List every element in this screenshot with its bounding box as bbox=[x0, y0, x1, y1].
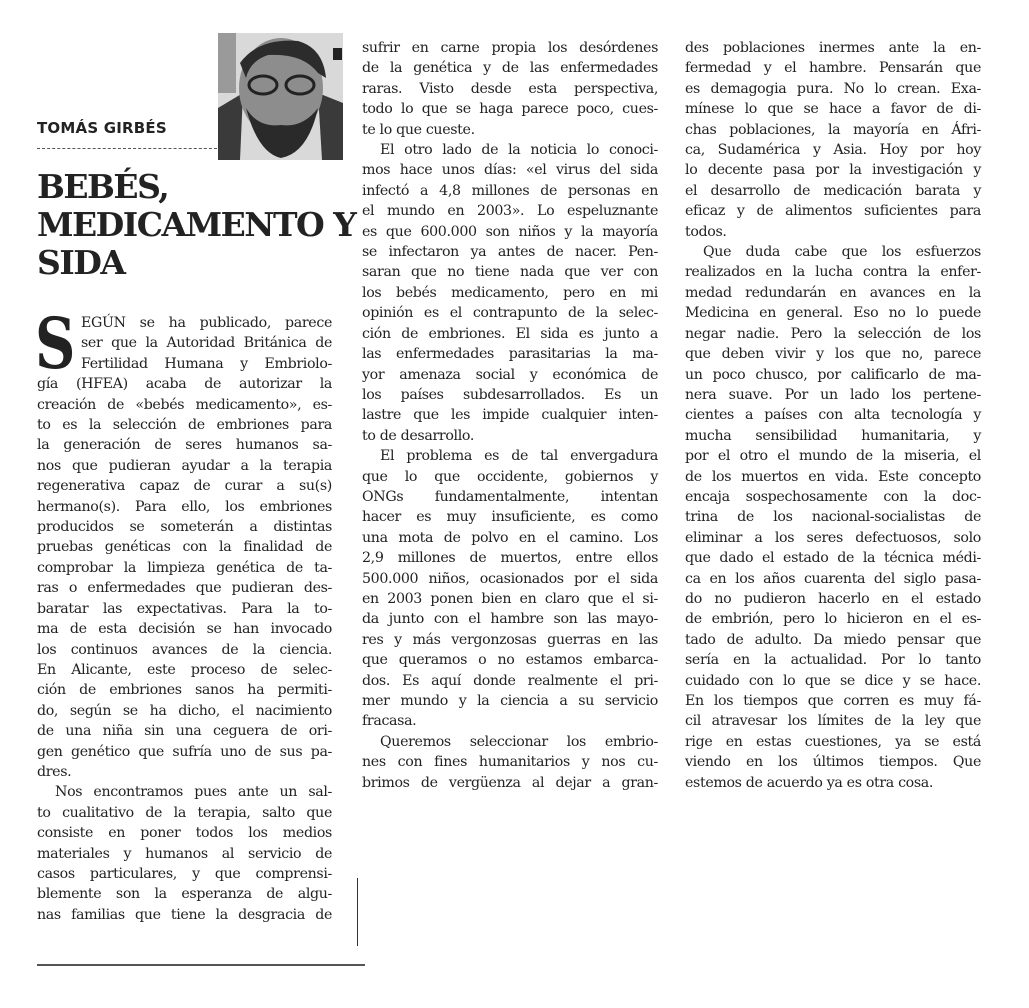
text-line: los continuos avances de la ciencia. bbox=[37, 641, 332, 658]
text-line: cil atravesar los límites de la ley que bbox=[685, 713, 981, 730]
text-line: Queremos seleccionar los embrio- bbox=[380, 733, 658, 750]
author-divider bbox=[37, 148, 217, 149]
text-line: mucha sensibilidad humanitaria, y bbox=[685, 427, 981, 444]
text-line: las enfermedades parasitarias la ma- bbox=[362, 346, 658, 363]
text-line: te lo que cueste. bbox=[362, 121, 475, 138]
text-line: gía (HFEA) acaba de autorizar la bbox=[37, 376, 332, 393]
text-line: raras. Visto desde esta perspectiva, bbox=[362, 80, 658, 97]
text-line: ONGs fundamentalmente, intentan bbox=[362, 488, 658, 505]
author-name: TOMÁS GIRBÉS bbox=[37, 119, 167, 137]
text-line: el mundo en 2003». Lo espeluznante bbox=[362, 203, 658, 220]
text-line: cuidado con lo que se dice y se hace. bbox=[685, 672, 981, 689]
text-line: nes con fines humanitarios y nos cu- bbox=[362, 754, 658, 771]
text-line: que deben vivir y los que no, parece bbox=[685, 346, 981, 363]
text-line: ción de embriones. El sida es junto a bbox=[362, 325, 658, 342]
text-line: se infectaron ya antes de nacer. Pen- bbox=[362, 244, 658, 261]
text-line: ca en los años cuarenta del siglo pasa- bbox=[685, 570, 981, 587]
headline-line: BEBÉS, bbox=[37, 167, 169, 206]
text-line: pruebas genéticas con la finalidad de bbox=[37, 539, 332, 556]
text-line: viendo en los últimos tiempos. Que bbox=[685, 754, 981, 771]
column-rule bbox=[357, 878, 358, 946]
text-line: materiales y humanos al servicio de bbox=[37, 845, 332, 862]
text-line: dres. bbox=[37, 763, 72, 780]
text-line: infectó a 4,8 millones de personas en bbox=[362, 182, 658, 199]
text-line: encaja sospechosamente con la doc- bbox=[685, 488, 981, 505]
text-line: do no pudieron hacerlo en el estado bbox=[685, 590, 981, 607]
headline bbox=[37, 168, 355, 282]
text-line: que lo que occidente, gobiernos y bbox=[362, 468, 658, 485]
text-line: res y más vergonzosas guerras en las bbox=[362, 631, 658, 648]
text-line: lastre que les impide cualquier inten- bbox=[362, 407, 658, 424]
text-line: Nos encontramos pues ante un sal- bbox=[55, 784, 332, 801]
text-line: creación de «bebés medicamento», es- bbox=[37, 396, 332, 413]
text-line: ras o enfermedades que pudieran des- bbox=[37, 580, 332, 597]
text-line: medad redundarán en avances en la bbox=[685, 284, 981, 301]
text-line: 2,9 millones de muertos, entre ellos bbox=[362, 550, 658, 567]
text-line: ma de esta decisión se han invocado bbox=[37, 621, 332, 638]
text-line: to cualitativo de la terapia, salto que bbox=[37, 804, 332, 821]
text-line: lo decente pasa por la investigación y bbox=[685, 162, 981, 179]
text-line: tado de adulto. Da miedo pensar que bbox=[685, 631, 981, 648]
text-line: saran que no tiene nada que ver con bbox=[362, 264, 658, 281]
text-line: blemente son la esperanza de algu- bbox=[37, 886, 332, 903]
bottom-rule bbox=[37, 964, 365, 966]
text-line: Fertilidad Humana y Embriolo- bbox=[81, 355, 332, 372]
headline-line: SIDA bbox=[37, 243, 125, 282]
text-line: to de desarrollo. bbox=[362, 427, 474, 444]
text-line: todos. bbox=[685, 223, 727, 240]
text-line: da junto con el hambre son las mayo- bbox=[362, 611, 658, 628]
text-line: que dado el estado de la técnica médi- bbox=[685, 550, 981, 567]
text-line: ca, Sudamérica y Asia. Hoy por hoy bbox=[685, 142, 981, 159]
text-line: baratar las expectativas. Para la to- bbox=[37, 600, 332, 617]
text-line: todo lo que se haga parece poco, cues- bbox=[362, 101, 658, 118]
text-line: de embrión, pero lo hicieron en el es- bbox=[685, 611, 981, 628]
text-line: sería en la actualidad. Por lo tanto bbox=[685, 652, 981, 669]
text-line: por el otro el mundo de la miseria, el bbox=[685, 448, 981, 465]
text-line: Que duda cabe que los esfuerzos bbox=[703, 244, 981, 261]
text-line: es que 600.000 son niños y la mayoría bbox=[362, 223, 658, 240]
text-line: consiste en poner todos los medios bbox=[37, 825, 332, 842]
text-line: nos que pudieran ayudar a la terapia bbox=[37, 457, 332, 474]
text-line: de una niña sin una ceguera de ori- bbox=[37, 723, 332, 740]
text-line: los bebés medicamento, pero en mi bbox=[362, 284, 658, 301]
text-line: El otro lado de la noticia lo conoci- bbox=[380, 142, 658, 159]
text-line: negar nadie. Pero la selección de los bbox=[685, 325, 981, 342]
text-line: cientes a países con alta tecnología y bbox=[685, 407, 981, 424]
text-line: 500.000 niños, ocasionados por el sida bbox=[362, 570, 658, 587]
text-line: eficaz y de alimentos suficientes para bbox=[685, 203, 981, 220]
text-line: realizados en la lucha contra la enfer- bbox=[685, 264, 981, 281]
text-line: ser que la Autoridad Británica de bbox=[81, 335, 332, 352]
text-line: producidos se someterán a distintas bbox=[37, 519, 332, 536]
text-line: casos particulares, y que comprensi- bbox=[37, 865, 332, 882]
author-portrait-photo bbox=[218, 33, 343, 160]
text-line: des poblaciones inermes ante la en- bbox=[685, 40, 981, 56]
drop-cap: S bbox=[35, 302, 76, 385]
text-line: la generación de seres humanos sa- bbox=[37, 437, 332, 454]
text-line: EGÚN se ha publicado, parece bbox=[81, 315, 332, 331]
text-line: de la genética y de las enfermedades bbox=[362, 60, 658, 77]
text-line: Medicina en general. Eso no lo puede bbox=[685, 305, 981, 322]
text-line: un poco chusco, por calificarlo de ma- bbox=[685, 366, 981, 383]
text-line: que queramos o no estamos embarca- bbox=[362, 652, 658, 669]
text-line: fermedad y el hambre. Pensarán que bbox=[685, 60, 981, 77]
text-line: trina de los nacional-socialistas de bbox=[685, 509, 981, 526]
text-line: to es la selección de embriones para bbox=[37, 417, 332, 434]
text-line: brimos de vergüenza al dejar a gran- bbox=[362, 774, 658, 791]
text-line: hermano(s). Para ello, los embriones bbox=[37, 498, 332, 515]
text-line: mínese lo que se hace a favor de di- bbox=[685, 101, 981, 118]
article-column-1 bbox=[35, 302, 332, 925]
text-line: regenerativa capaz de curar a su(s) bbox=[37, 478, 332, 495]
text-line: en 2003 ponen bien en claro que el si- bbox=[362, 590, 658, 607]
text-line: comprobar la limpieza genética de ta- bbox=[37, 559, 332, 576]
text-line: dos. Es aquí donde realmente el pri- bbox=[362, 672, 658, 689]
text-line: estemos de acuerdo ya es otra cosa. bbox=[685, 774, 934, 791]
text-line: hacer es muy insuficiente, es como bbox=[362, 509, 658, 526]
text-line: chas poblaciones, la mayoría en Áfri- bbox=[685, 121, 981, 138]
text-line: los países subdesarrollados. Es un bbox=[362, 386, 658, 403]
headline-line: MEDICAMENTO Y bbox=[37, 205, 356, 244]
text-line: El problema es de tal envergadura bbox=[380, 448, 658, 465]
text-line: En los tiempos que corren es muy fá- bbox=[685, 693, 981, 709]
text-line: mer mundo y la ciencia a su servicio bbox=[362, 693, 658, 709]
text-line: mos hace unos días: «el virus del sida bbox=[362, 162, 658, 179]
text-line: de los muertos en vida. Este concepto bbox=[685, 468, 981, 485]
text-line: En Alicante, este proceso de selec- bbox=[37, 661, 332, 678]
article-column-3 bbox=[685, 38, 981, 793]
text-line: ción de embriones sanos ha permiti- bbox=[37, 682, 332, 699]
text-line: fracasa. bbox=[362, 713, 417, 730]
text-line: una mota de polvo en el camino. Los bbox=[362, 529, 658, 546]
text-line: yor amenaza social y económica de bbox=[362, 366, 658, 383]
text-line: el desarrollo de medicación barata y bbox=[685, 182, 981, 199]
text-line: rige en estas cuestiones, ya se está bbox=[685, 733, 981, 750]
text-line: sufrir en carne propia los desórdenes bbox=[362, 40, 658, 56]
article-column-2 bbox=[362, 38, 658, 793]
text-line: gen genético que sufría uno de sus pa- bbox=[37, 743, 332, 760]
text-line: eliminar a los seres defectuosos, solo bbox=[685, 529, 981, 546]
text-line: nera suave. Por un lado los pertene- bbox=[685, 386, 981, 403]
text-line: do, según se ha dicho, el nacimiento bbox=[37, 702, 332, 719]
text-line: es demagogia pura. No lo crean. Exa- bbox=[685, 80, 981, 97]
text-line: nas familias que tiene la desgracia de bbox=[37, 906, 332, 923]
text-line: opinión es el contrapunto de la selec- bbox=[362, 305, 658, 322]
